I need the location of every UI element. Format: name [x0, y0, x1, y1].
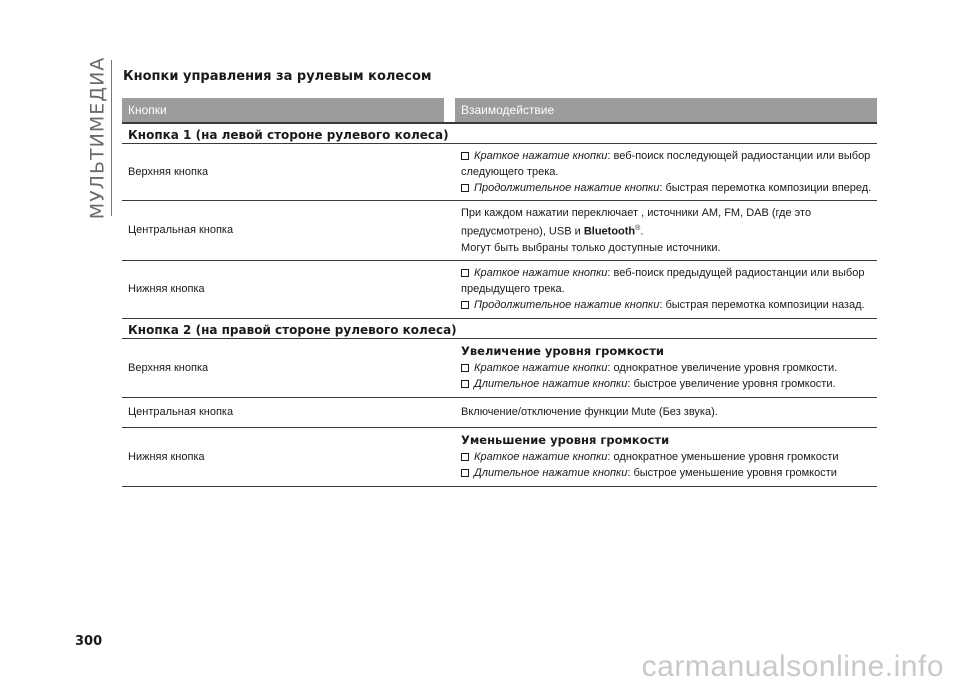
chapter-divider: [111, 60, 112, 216]
page-heading: Кнопки управления за рулевым колесом: [123, 69, 432, 84]
volume-heading: Уменьшение уровня громкости: [461, 433, 670, 448]
press-type: Краткое нажатие кнопки: [474, 267, 608, 280]
description-text: : быстрая перемотка композиции назад.: [659, 299, 865, 312]
press-type: Продолжительное нажатие кнопки: [474, 299, 660, 312]
table-body: [122, 124, 877, 487]
description-text: предусмотрено), USB и: [461, 225, 584, 238]
description-line: [461, 281, 877, 297]
description-line: [461, 360, 877, 376]
press-type: Краткое нажатие кнопки: [474, 150, 608, 162]
press-type: Длительное нажатие кнопки: [474, 467, 628, 480]
interaction-description: [455, 201, 877, 260]
interaction-description: [455, 144, 877, 200]
button-name: Нижняя кнопка: [128, 450, 205, 463]
description-text: : веб-поиск последующей радиостанции или выбор: [607, 150, 871, 162]
watermark: carmanualsonline.info: [641, 650, 944, 683]
table-row: [122, 398, 877, 428]
description-line: [461, 449, 877, 465]
description-line: [461, 297, 877, 313]
table-row: [122, 339, 877, 398]
volume-heading: Увеличение уровня громкости: [461, 344, 664, 359]
section-title: Кнопка 1 (на левой стороне рулевого колеса): [122, 124, 877, 144]
description-line: [461, 164, 877, 180]
description-line: [461, 205, 877, 221]
registered-mark: ®: [635, 225, 641, 232]
square-bullet-icon: [461, 469, 469, 477]
button-name: Верхняя кнопка: [128, 361, 209, 374]
button-name: Центральная кнопка: [128, 406, 234, 419]
description-line: [461, 376, 877, 392]
description-line: [461, 265, 877, 281]
description-text: : быстрое уменьшение уровня громкости: [627, 467, 837, 480]
square-bullet-icon: [461, 269, 469, 277]
table-row: [122, 144, 877, 201]
description-line: [461, 465, 877, 481]
press-type: Краткое нажатие кнопки: [474, 362, 608, 375]
description-text: При каждом нажатии переключает , источники AM, FM, DAB (где это: [461, 207, 812, 219]
table-header: [122, 98, 877, 124]
description-text: .: [640, 225, 644, 238]
description-text: предыдущего трека.: [461, 283, 565, 296]
description-text: : однократное уменьшение уровня громкости: [607, 451, 839, 464]
header-interaction: Взаимодействие: [461, 103, 555, 117]
header-buttons: Кнопки: [128, 103, 167, 117]
header-separator: [444, 98, 455, 122]
description-line: [461, 404, 877, 420]
square-bullet-icon: [461, 152, 469, 160]
press-type: Краткое нажатие кнопки: [474, 451, 608, 464]
page-number: 300: [75, 634, 103, 649]
interaction-description: [455, 261, 877, 317]
description-text: : быстрое увеличение уровня громкости.: [627, 378, 836, 391]
description-line: [461, 180, 877, 196]
description-text: следующего трека.: [461, 166, 559, 178]
chapter-title: [84, 58, 110, 218]
section-title: Кнопка 2 (на правой стороне рулевого колеса): [122, 319, 877, 339]
description-line: [461, 148, 877, 164]
press-type: Продолжительное нажатие кнопки: [474, 182, 660, 194]
description-text: Могут быть выбраны только доступные источники.: [461, 241, 721, 254]
interaction-description: [455, 400, 877, 424]
description-line: [461, 343, 877, 360]
description-text: : веб-поиск предыдущей радиостанции или выбор: [607, 267, 865, 280]
press-type: Длительное нажатие кнопки: [474, 378, 628, 391]
button-name: Верхняя кнопка: [128, 166, 209, 178]
square-bullet-icon: [461, 364, 469, 372]
description-line: [461, 221, 877, 240]
interaction-description: [455, 339, 877, 396]
interaction-description: [455, 428, 877, 485]
table-row: [122, 261, 877, 319]
controls-table: [122, 98, 877, 487]
description-text: : быстрая перемотка композиции вперед.: [659, 182, 872, 194]
square-bullet-icon: [461, 184, 469, 192]
description-text: : однократное увеличение уровня громкости.: [607, 362, 838, 375]
table-row: [122, 428, 877, 487]
button-name: Нижняя кнопка: [128, 283, 205, 296]
bluetooth-label: Bluetooth: [583, 225, 636, 238]
square-bullet-icon: [461, 453, 469, 461]
description-line: [461, 240, 877, 256]
square-bullet-icon: [461, 380, 469, 388]
button-name: Центральная кнопка: [128, 224, 234, 237]
description-text: Включение/отключение функции Mute (Без звука).: [461, 406, 718, 419]
square-bullet-icon: [461, 301, 469, 309]
description-line: [461, 432, 877, 449]
table-row: [122, 201, 877, 261]
chapter-title-text: МУЛЬТИМЕДИА: [86, 56, 109, 220]
